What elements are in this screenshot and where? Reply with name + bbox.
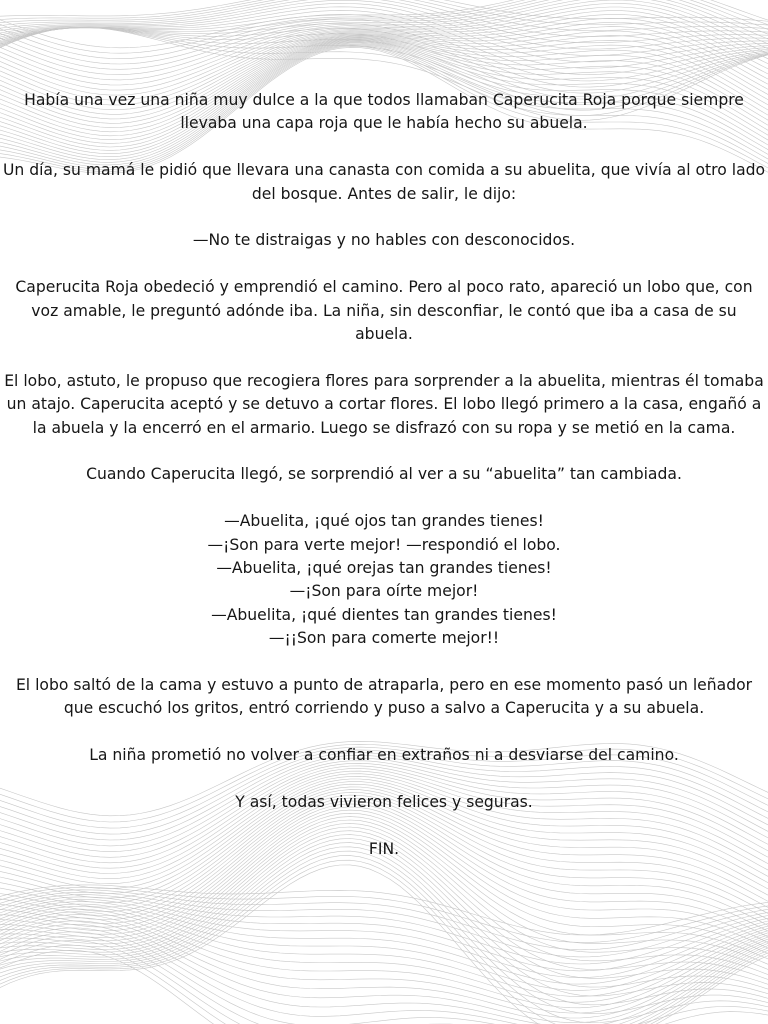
dialogue-block — [0, 510, 768, 650]
wave-line — [0, 948, 768, 1024]
wave-line — [0, 940, 768, 1024]
paragraph-wolf-trick: El lobo, astuto, le propuso que recogiera flores para sorprender a la abuelita, mientras él tomaba un atajo. Caperucita aceptó y se detuvo a cortar flores. El lobo llegó primero a la casa, engañó a la abuela y la encerró en el armario. Luego se disfrazó con su ropa y se metió en la cama. — [4, 371, 764, 437]
paragraph-warning: —No te distraigas y no hables con desconocidos. — [192, 231, 576, 250]
wave-line — [0, 0, 768, 49]
story-text — [0, 89, 768, 885]
paragraph-rescue: El lobo saltó de la cama y estuvo a punto de atraparla, pero en ese momento pasó un leñador que escuchó los gritos, entró corriendo y puso a salvo a Caperucita y a su abuela. — [15, 676, 753, 718]
wave-line — [0, 902, 768, 985]
dialogue-line: —Abuelita, ¡qué ojos tan grandes tienes! — [224, 512, 544, 531]
paragraph-arrival: Cuando Caperucita llegó, se sorprendió al ver a su “abuelita” tan cambiada. — [86, 465, 682, 484]
wave-line — [0, 921, 768, 1023]
paragraph-promise: La niña prometió no volver a confiar en extraños ni a desviarse del camino. — [89, 746, 679, 765]
paragraph-mother-request: Un día, su mamá le pidió que llevara una canasta con comida a su abuelita, que vivía al otro lado del bosque. Antes de salir, le dijo: — [2, 161, 766, 203]
dialogue-line: —¡Son para oírte mejor! — [289, 582, 479, 601]
paragraph-happy-ending: Y así, todas vivieron felices y seguras. — [235, 793, 533, 812]
paragraph-end: FIN. — [368, 839, 400, 858]
dialogue-line: —¡Son para verte mejor! —respondió el lobo. — [207, 535, 561, 554]
paragraph-wolf-appears: Caperucita Roja obedeció y emprendió el camino. Pero al poco rato, apareció un lobo que, con voz amable, le preguntó adónde iba. La niña, sin desconfiar, le contó que iba a casa de su abuela. — [15, 278, 753, 344]
wave-line — [0, 885, 768, 935]
wave-line — [0, 860, 768, 1024]
wave-line — [0, 928, 768, 1024]
paragraph-intro: Había una vez una niña muy dulce a la que todos llamaban Caperucita Roja porque siempre llevaba una capa roja que le había hecho su abuela. — [24, 91, 744, 133]
wave-line — [0, 895, 768, 964]
dialogue-line: —Abuelita, ¡qué orejas tan grandes tienes! — [216, 559, 552, 578]
dialogue-line: —¡¡Son para comerte mejor!! — [268, 629, 500, 648]
dialogue-line: —Abuelita, ¡qué dientes tan grandes tienes! — [211, 605, 557, 624]
